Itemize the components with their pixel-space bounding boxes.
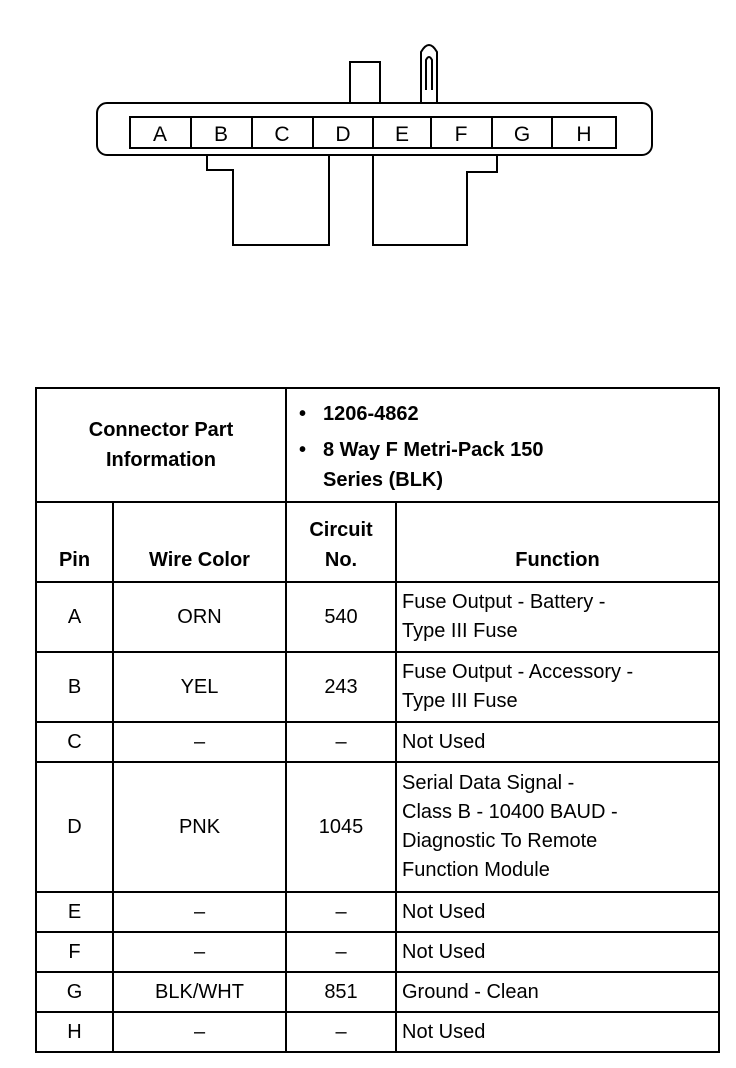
header-wire-color: Wire Color [113, 502, 286, 582]
wire-color-cell: – [113, 1012, 286, 1052]
table-row [36, 722, 719, 762]
locking-tab [421, 45, 437, 103]
part-description: • 8 Way F Metri-Pack 150 Series (BLK) [323, 435, 718, 495]
table-row [36, 582, 719, 652]
function-cell: Not Used [396, 1012, 719, 1052]
circuit-cell: – [286, 892, 396, 932]
circuit-cell: 243 [286, 652, 396, 722]
table-row [36, 972, 719, 1012]
function-cell: Fuse Output - Accessory - Type III Fuse [396, 652, 719, 722]
circuit-cell: 540 [286, 582, 396, 652]
connector-pin-label-e: E [394, 123, 410, 146]
function-cell: Not Used [396, 892, 719, 932]
connector-pin-label-c: C [274, 123, 290, 146]
wire-color-cell: PNK [113, 762, 286, 892]
pin-cell: B [36, 652, 113, 722]
part-info-row [36, 388, 719, 502]
connector-pin-label-d: D [335, 123, 351, 146]
wire-color-cell: – [113, 932, 286, 972]
function-cell: Fuse Output - Battery - Type III Fuse [396, 582, 719, 652]
connector-pin-label-a: A [152, 123, 168, 146]
part-number: • 1206-4862 [323, 399, 718, 429]
connector-pin-label-h: H [576, 123, 592, 146]
table-row [36, 762, 719, 892]
wire-color-cell: – [113, 722, 286, 762]
circuit-cell: – [286, 932, 396, 972]
connector-diagram [0, 0, 736, 260]
connector-pin-label-f: F [454, 123, 468, 146]
header-circuit: Circuit No. [286, 502, 396, 582]
part-info-label-line1: Connector Part [88, 419, 234, 441]
pin-cell: G [36, 972, 113, 1012]
part-info-label [36, 388, 286, 502]
pin-cell: H [36, 1012, 113, 1052]
function-cell: Not Used [396, 722, 719, 762]
circuit-cell: – [286, 1012, 396, 1052]
pin-cell: C [36, 722, 113, 762]
circuit-cell: 851 [286, 972, 396, 1012]
wire-color-cell: BLK/WHT [113, 972, 286, 1012]
wire-color-cell: – [113, 892, 286, 932]
circuit-cell: 1045 [286, 762, 396, 892]
table-row [36, 652, 719, 722]
pin-cell: A [36, 582, 113, 652]
function-cell: Ground - Clean [396, 972, 719, 1012]
header-pin: Pin [36, 502, 113, 582]
circuit-cell: – [286, 722, 396, 762]
bottom-housing-left [207, 155, 329, 245]
pin-cell: E [36, 892, 113, 932]
wire-color-cell: ORN [113, 582, 286, 652]
part-info-label-line2: Information [106, 449, 216, 471]
table-row [36, 892, 719, 932]
wire-color-cell: YEL [113, 652, 286, 722]
part-info-values [286, 388, 719, 502]
function-cell: Serial Data Signal - Class B - 10400 BAUD - Diagnostic To Remote Function Module [396, 762, 719, 892]
pin-cell: D [36, 762, 113, 892]
connector-pin-label-b: B [213, 123, 229, 146]
table-row [36, 1012, 719, 1052]
pin-cell: F [36, 932, 113, 972]
connector-pin-label-g: G [513, 123, 531, 146]
column-header-row [36, 502, 719, 582]
header-function: Function [396, 502, 719, 582]
pinout-table [35, 387, 720, 1053]
table-row [36, 932, 719, 972]
function-cell: Not Used [396, 932, 719, 972]
connector-latch [350, 62, 380, 103]
bottom-housing-right [373, 155, 497, 245]
